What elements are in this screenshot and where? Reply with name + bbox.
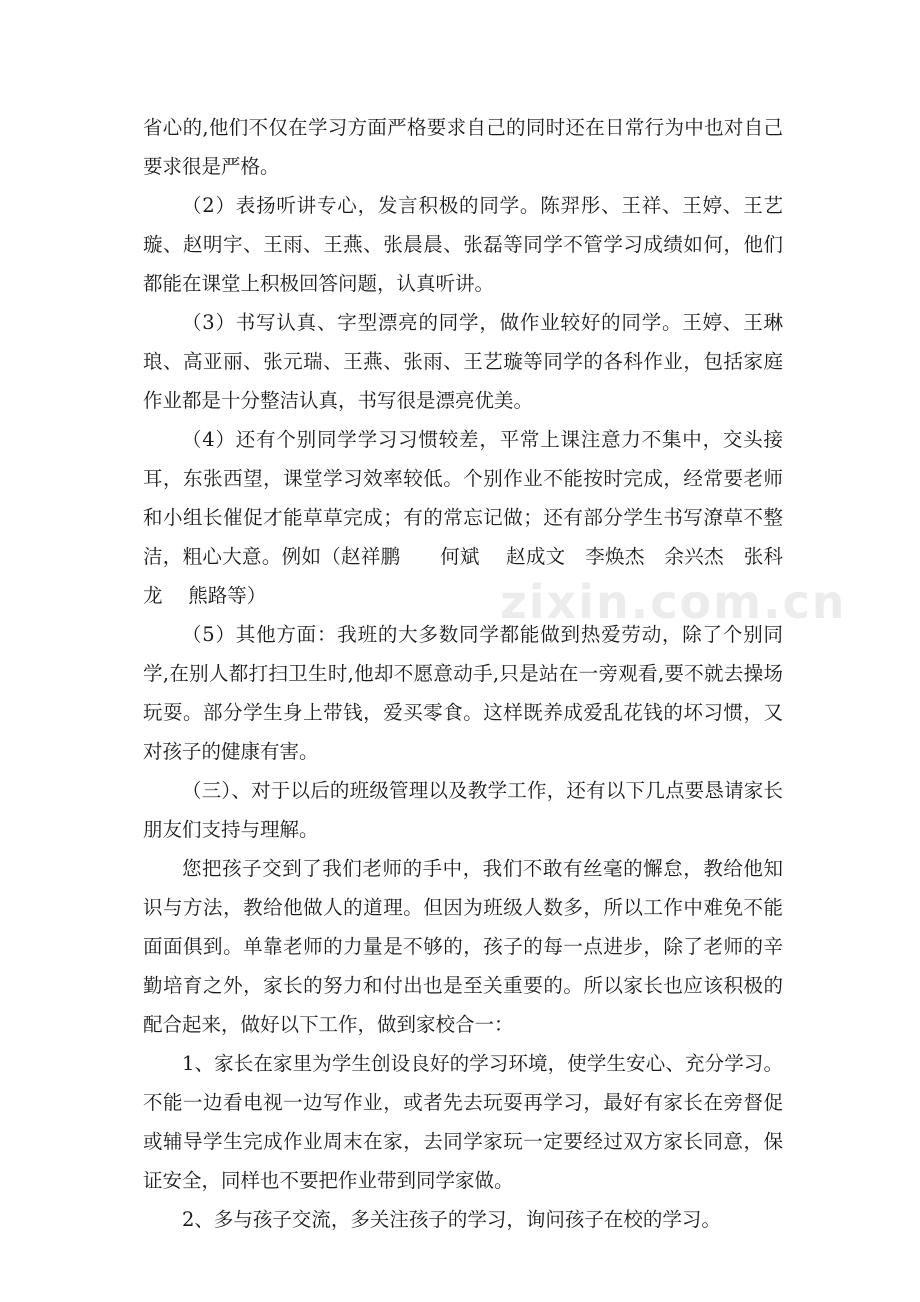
paragraph-praise-handwriting: （3）书写认真、字型漂亮的同学，做作业较好的同学。王婷、王琳琅、高亚丽、张元瑞、王燕、张雨、王艺璇等同学的各科作业，包括家庭作业都是十分整洁认真，书写很是漂亮优美。 xyxy=(143,311,783,412)
paragraph-praise-attentive: （2）表扬听讲专心，发言积极的同学。陈羿彤、王祥、王婷、王艺璇、赵明宇、王雨、王燕、张晨晨、张磊等同学不管学习成绩如何，他们都能在课堂上积极回答问题，认真听讲。 xyxy=(143,194,783,295)
paragraph-item-one: 1、家长在家里为学生创设良好的学习环境，使学生安心、充分学习。不能一边看电视一边写作业，或者先去玩耍再学习，最好有家长在旁督促或辅导学生完成作业周末在家，去同学家玩一定要经过双方家长同意，保证安全，同样也不要把作业带到同学家做。 xyxy=(143,1052,783,1192)
paragraph-item-two: 2、多与孩子交流，多关注孩子的学习，询问孩子在校的学习。 xyxy=(182,1208,721,1231)
watermark-text: zixin.com.cn xyxy=(500,575,847,629)
document-body xyxy=(143,108,783,1239)
paragraph-section-three: （三）、对于以后的班级管理以及教学工作，还有以下几点要恳请家长朋友们支持与理解。 xyxy=(143,779,783,841)
paragraph-other-aspects: （5）其他方面：我班的大多数同学都能做到热爱劳动，除了个别同学,在别人都打扫卫生时,他却不愿意动手,只是站在一旁观看,要不就去操场玩耍。部分学生身上带钱，爱买零食。这样既养成爱乱花钱的坏习惯，又对孩子的健康有害。 xyxy=(143,623,783,763)
paragraph-home-school: 您把孩子交到了我们老师的手中，我们不敢有丝毫的懈怠，教给他知识与方法，教给他做人的道理。但因为班级人数多，所以工作中难免不能面面俱到。单靠老师的力量是不够的，孩子的每一点进步，除了老师的辛勤培育之外，家长的努力和付出也是至关重要的。所以家长也应该积极的配合起来，做好以下工作，做到家校合一： xyxy=(143,857,783,1036)
paragraph-continuation: 省心的,他们不仅在学习方面严格要求自己的同时还在日常行为中也对自己要求很是严格。 xyxy=(143,116,783,178)
paragraph-poor-habits: （4）还有个别同学学习习惯较差，平常上课注意力不集中，交头接耳，东张西望，课堂学习效率较低。个别作业不能按时完成，经常要老师和小组长催促才能草草完成；有的常忘记做；还有部分学生书写潦草不整洁，粗心大意。例如（赵祥鹏 何斌 赵成文 李焕杰 余兴杰 张科龙 熊路等） xyxy=(143,428,783,607)
